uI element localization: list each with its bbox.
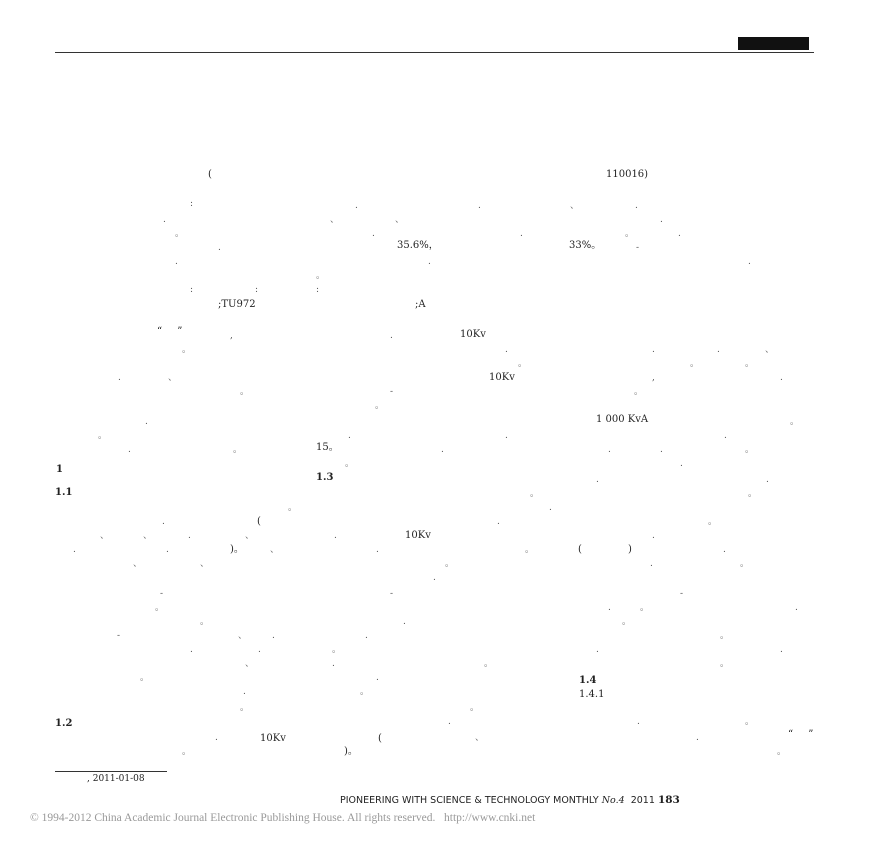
heading-1-4-1: 1.4.1 [579,689,605,700]
heading-1-1: 1.1 [55,487,73,498]
quote-end: “ ” [788,729,820,740]
heading-1-4: 1.4 [579,675,597,686]
number-15: 15。 [316,442,339,453]
header-rule [55,52,814,53]
header-bar [738,37,809,50]
paren-a: ( [257,516,261,527]
voltage-10kv-4: 10Kv [260,733,286,744]
cnki-url[interactable]: http://www.cnki.net [444,812,536,824]
heading-1-2: 1.2 [55,718,73,729]
journal-year: 2011 [630,795,655,806]
abstract-percent-2: 33%。 [569,240,602,251]
copyright-text: © 1994-2012 China Academic Journal Electronic Publishing House. All rights reserved. [30,812,436,824]
voltage-10kv-1: 10Kv [460,329,486,340]
voltage-10kv-2: 10Kv [489,372,515,383]
paren-c: ( [578,544,582,555]
document-code: ;A [415,299,426,310]
journal-name: PIONEERING WITH SCIENCE & TECHNOLOGY MONTHLY [340,795,599,806]
voltage-10kv-3: 10Kv [405,530,431,541]
footnote-rule [55,771,167,772]
paren-d: ) [628,544,632,555]
page-number: 183 [657,794,680,806]
paren-b: )。 [230,544,244,555]
capacity-kva: 1 000 KvA [596,414,649,425]
paren-e: ( [378,733,382,744]
journal-footer [340,795,680,806]
copyright-line [30,813,535,825]
affiliation-open-paren: ( [208,169,212,180]
affiliation-postcode: 110016) [606,169,649,180]
heading-1-3: 1.3 [316,472,334,483]
clc-number: ;TU972 [218,299,256,310]
heading-1: 1 [56,464,63,475]
quote-marks: “ ” [157,326,189,337]
received-date: , 2011-01-08 [87,774,145,784]
paren-f: )。 [344,746,358,757]
abstract-percent-1: 35.6%， [397,240,439,251]
journal-issue: No.4 [601,795,625,806]
